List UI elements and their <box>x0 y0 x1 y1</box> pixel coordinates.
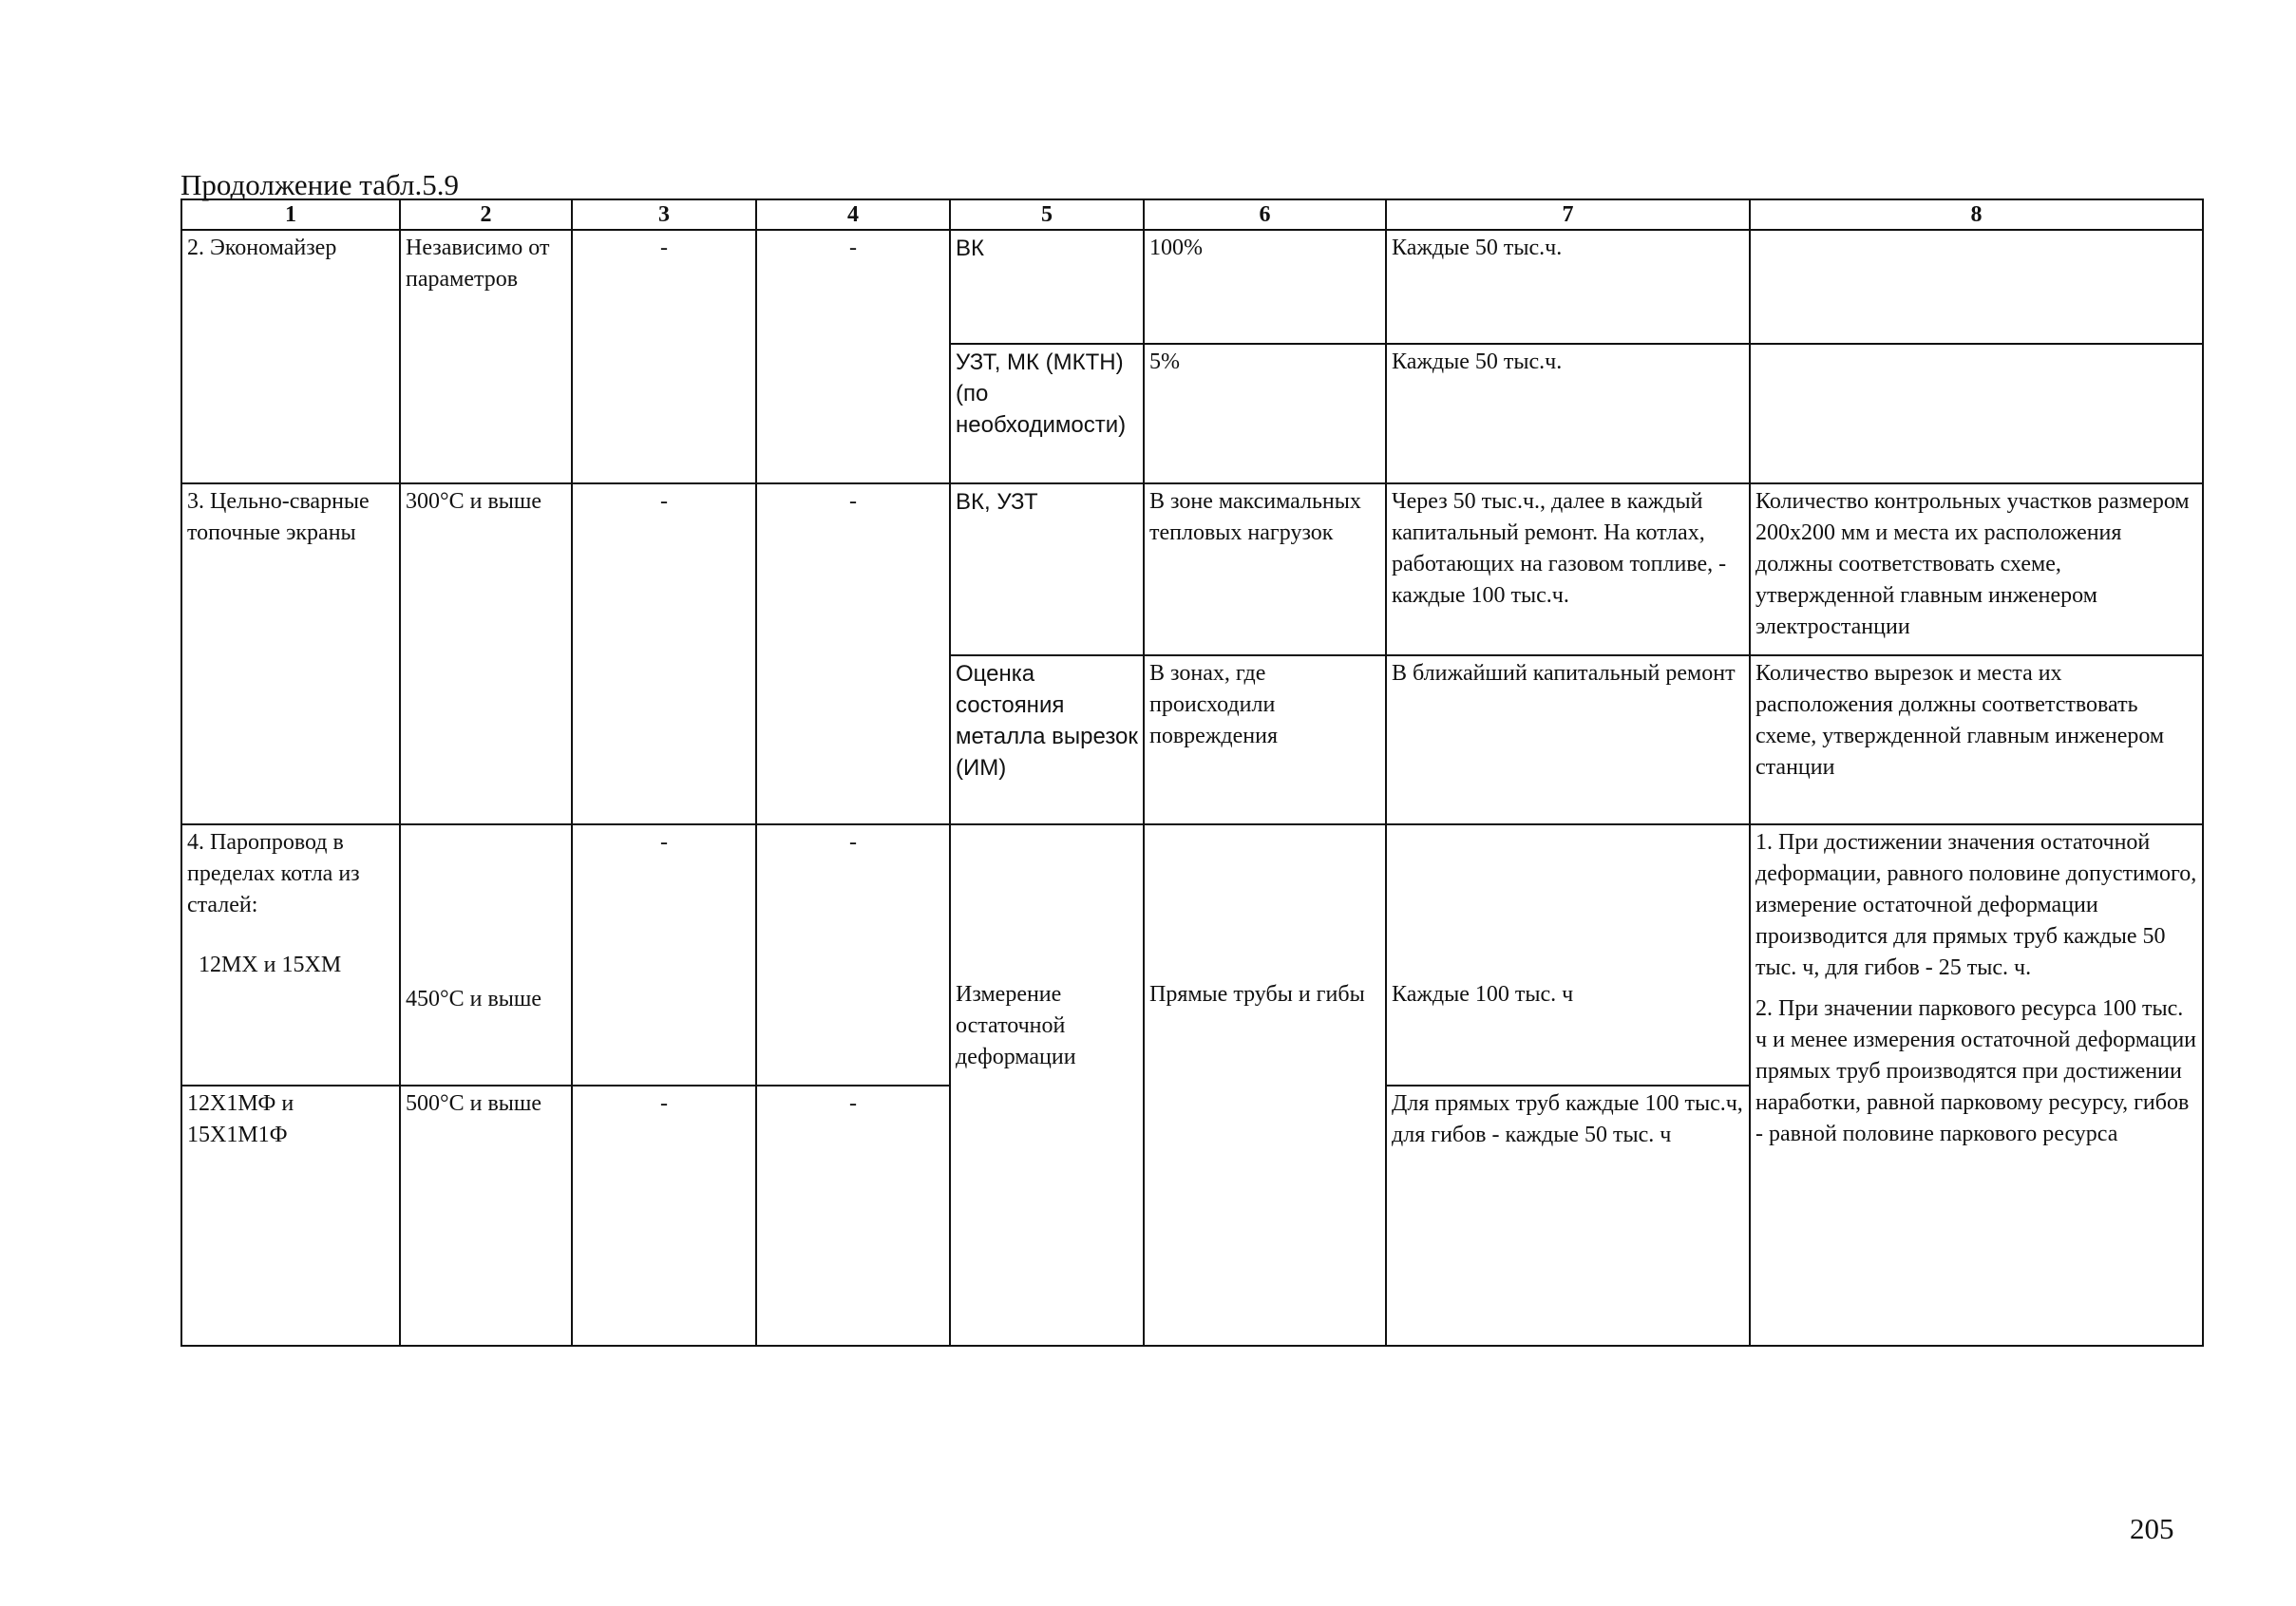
economizer-col3-dash: - <box>572 230 756 483</box>
header-col-4: 4 <box>756 199 950 230</box>
economizer-param: Независимо от параметров <box>400 230 572 483</box>
table-caption: Продолжение табл.5.9 <box>180 168 459 201</box>
screens-scope-1: В зоне максимальных тепловых нагрузок <box>1144 483 1386 655</box>
steamline-note-2: 2. При значении паркового ресурса 100 тыс. ч и менее измерения остаточной деформации прямых труб производятся при достижении наработки, равной парковому ресурсу, гибов - равной половине паркового ресурса <box>1755 995 2197 1146</box>
steamline-method-cell <box>950 824 1144 1346</box>
steamline-name <box>181 824 400 1086</box>
header-col-8: 8 <box>1750 199 2203 230</box>
steamline-scope-cell <box>1144 824 1386 1346</box>
screens-param: 300°С и выше <box>400 483 572 823</box>
table-row-steamline <box>181 824 2203 1086</box>
steamline-note-1: 1. При достижении значения остаточной деформации, равного половине допустимого, измерение остаточной деформации производится для прямых труб каждые 50 тыс. ч, для гибов - 25 тыс. ч. <box>1755 829 2197 980</box>
economizer-method-2: УЗТ, МК (МКТН) (по необходимости) <box>950 344 1144 484</box>
header-row <box>181 199 2203 230</box>
steamline-period-1-cell <box>1386 824 1750 1086</box>
steamline-col4-dash-1: - <box>756 824 950 1086</box>
page-number: 205 <box>2130 1512 2174 1545</box>
screens-col3-dash: - <box>572 483 756 823</box>
header-col-2: 2 <box>400 199 572 230</box>
header-col-6: 6 <box>1144 199 1386 230</box>
table-row-screens <box>181 483 2203 655</box>
steamline-param-2: 500°С и выше <box>400 1086 572 1346</box>
economizer-note-2 <box>1750 344 2203 484</box>
steamline-period-2: Для прямых труб каждые 100 тыс.ч, для гибов - каждые 50 тыс. ч <box>1386 1086 1750 1346</box>
screens-scope-2: В зонах, где происходили повреждения <box>1144 655 1386 824</box>
screens-method-2: Оценка состояния металла вырезок (ИМ) <box>950 655 1144 824</box>
economizer-scope-2: 5% <box>1144 344 1386 484</box>
steamline-period-1: Каждые 100 тыс. ч <box>1392 981 1574 1007</box>
screens-period-1: Через 50 тыс.ч., далее в каждый капитальный ремонт. На котлах, работающих на газовом топливе, - каждые 100 тыс.ч. <box>1386 483 1750 655</box>
steamline-steel-2: 12Х1МФ и 15Х1М1Ф <box>181 1086 400 1346</box>
screens-note-2: Количество вырезок и места их расположения должны соответствовать схеме, утвержденной главным инженером станции <box>1750 655 2203 824</box>
steamline-param-1-cell <box>400 824 572 1086</box>
steamline-col4-dash-2: - <box>756 1086 950 1346</box>
inspection-table <box>180 198 2204 1347</box>
screens-method-1: ВК, УЗТ <box>950 483 1144 655</box>
steamline-col3-dash-2: - <box>572 1086 756 1346</box>
screens-period-2: В ближайший капитальный ремонт <box>1386 655 1750 824</box>
economizer-name: 2. Экономайзер <box>181 230 400 483</box>
economizer-scope-1: 100% <box>1144 230 1386 343</box>
header-col-1: 1 <box>181 199 400 230</box>
header-col-7: 7 <box>1386 199 1750 230</box>
economizer-period-2: Каждые 50 тыс.ч. <box>1386 344 1750 484</box>
steamline-method: Измерение остаточной деформации <box>956 981 1076 1069</box>
header-col-5: 5 <box>950 199 1144 230</box>
steamline-param-1: 450°С и выше <box>406 986 542 1011</box>
economizer-note-1 <box>1750 230 2203 343</box>
economizer-col4-dash: - <box>756 230 950 483</box>
screens-name: 3. Цельно-сварные топочные экраны <box>181 483 400 823</box>
screens-note-1: Количество контрольных участков размером 200х200 мм и места их расположения должны соответствовать схеме, утвержденной главным инженером электростанции <box>1750 483 2203 655</box>
steamline-scope: Прямые трубы и гибы <box>1149 981 1365 1007</box>
screens-col4-dash: - <box>756 483 950 823</box>
economizer-period-1: Каждые 50 тыс.ч. <box>1386 230 1750 343</box>
table-row-economizer <box>181 230 2203 343</box>
steamline-name-intro: 4. Паропровод в пределах котла из сталей: <box>187 829 360 917</box>
economizer-method-1: ВК <box>950 230 1144 343</box>
steamline-note <box>1750 824 2203 1346</box>
steamline-steel-1: 12МХ и 15ХМ <box>199 952 342 977</box>
header-col-3: 3 <box>572 199 756 230</box>
steamline-col3-dash-1: - <box>572 824 756 1086</box>
